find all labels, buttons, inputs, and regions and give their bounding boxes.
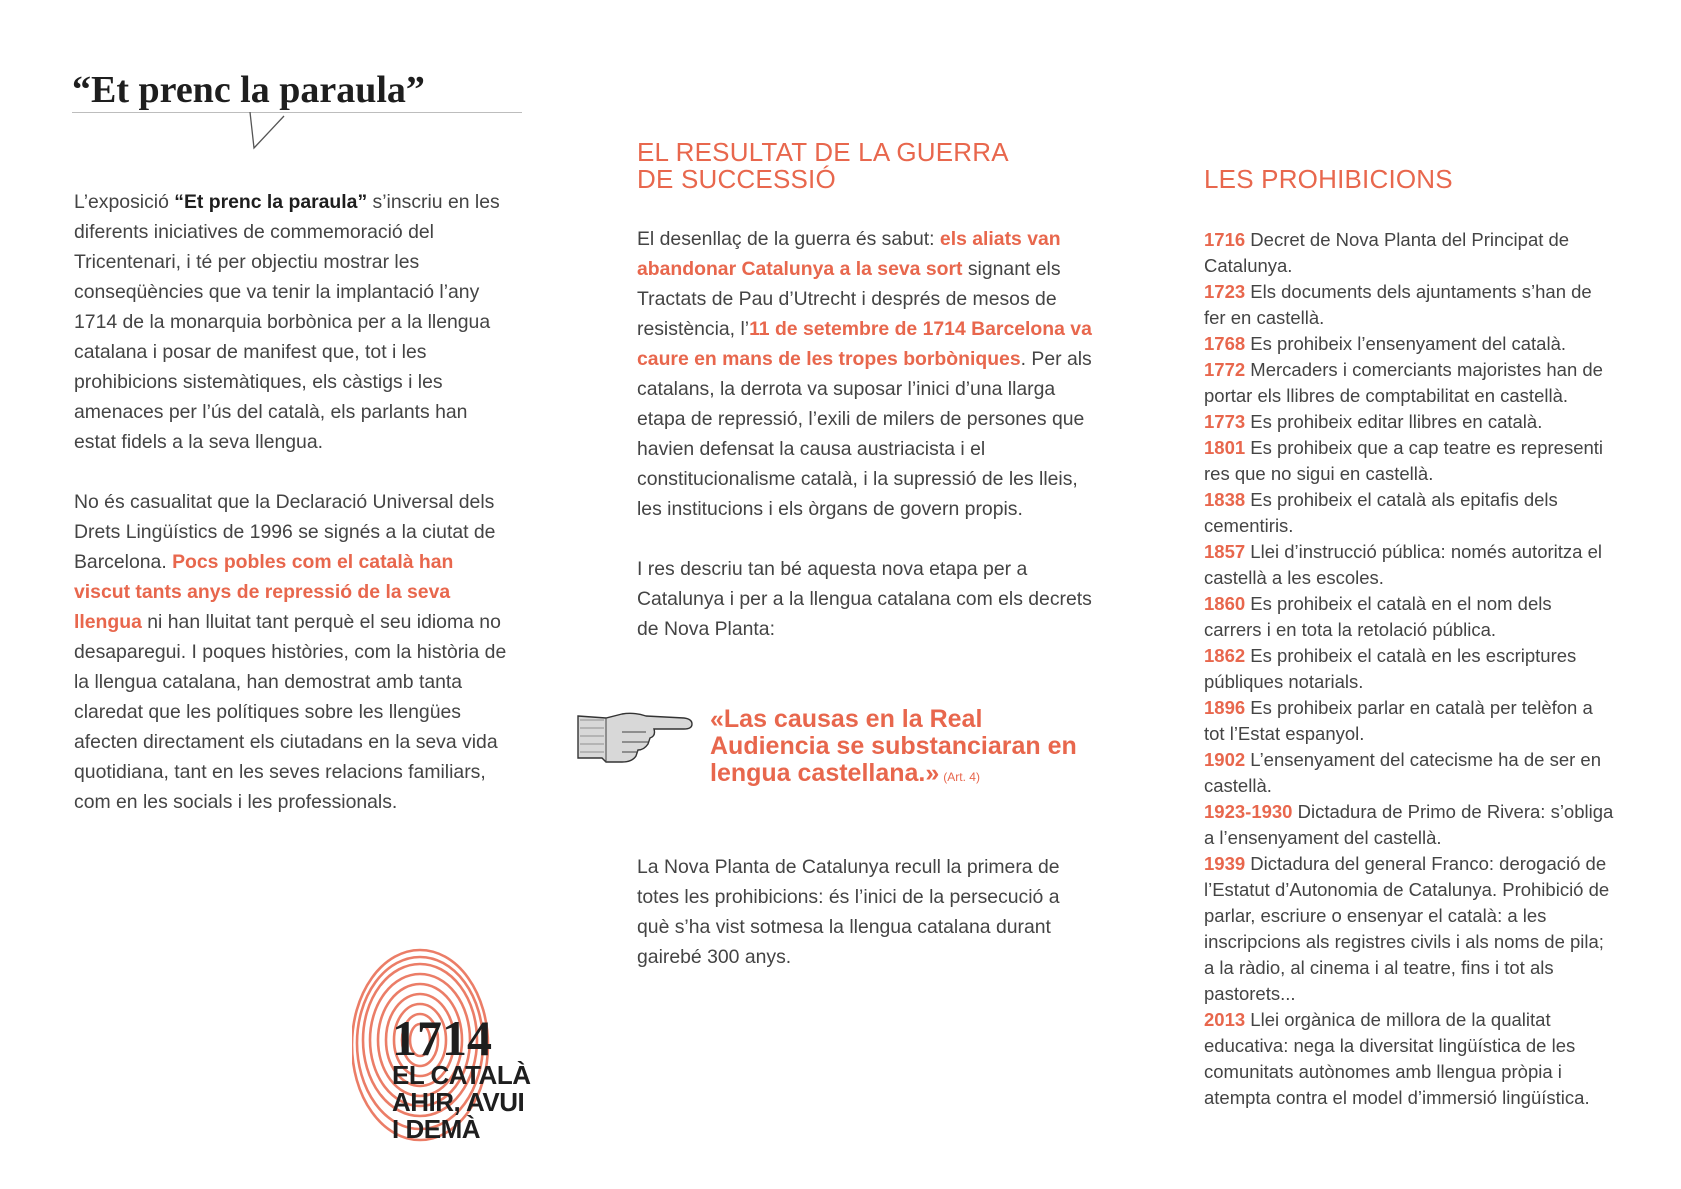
prohibition-item	[1204, 435, 1614, 487]
pointing-hand-icon	[576, 706, 696, 766]
war-section-heading: EL RESULTAT DE LA GUERRA DE SUCCESSIÓ	[637, 137, 1009, 194]
prohibition-text: Decret de Nova Planta del Principat de Catalunya.	[1204, 229, 1570, 276]
prohibition-item	[1204, 487, 1614, 539]
prohibition-year: 2013	[1204, 1009, 1246, 1030]
nova-planta-quote	[576, 706, 1096, 796]
prohibition-item	[1204, 851, 1614, 1007]
title-divider	[72, 112, 522, 113]
prohibition-item	[1204, 747, 1614, 799]
speech-bubble-tail-icon	[248, 112, 288, 152]
prohibition-text: Dictadura de Primo de Rivera: s’obliga a l’ensenyament del castellà.	[1204, 801, 1614, 848]
prohibition-year: 1838	[1204, 489, 1246, 510]
prohibition-item	[1204, 227, 1614, 279]
prohibition-year: 1768	[1204, 333, 1246, 354]
war-paragraph-1: El desenllaç de la guerra és sabut: els aliats van abandonar Catalunya a la seva sort signant els Tractats de Pau d’Utrecht i després de mesos de resistència, l’11 de setembre de 1714 Barcelona va caure en mans de les tropes borbòniques. Per als catalans, la derrota va suposar l’inici d’una llarga etapa de repressió, l’exili de milers de persones que havien defensat la causa austriacista i el constitucionalisme català, i la supressió de les lleis, les institucions i els òrgans de govern propis.	[637, 228, 1092, 520]
prohibition-year: 1723	[1204, 281, 1246, 302]
highlight-text: 11 de setembre de 1714 Barcelona va caure en mans de les tropes borbòniques	[637, 318, 1092, 370]
prohibition-text: Llei d’instrucció pública: només autoritza el castellà a les escoles.	[1204, 541, 1602, 588]
page-title: “Et prenc la paraula”	[72, 69, 425, 111]
prohibition-text: Els documents dels ajuntaments s’han de fer en castellà.	[1204, 281, 1592, 328]
prohibition-text: Es prohibeix que a cap teatre es representi res que no sigui en castellà.	[1204, 437, 1604, 484]
logo-line-2: AHIR, AVUI	[392, 1087, 525, 1117]
prohibition-item	[1204, 357, 1614, 409]
prohibition-text: L’ensenyament del catecisme ha de ser en castellà.	[1204, 749, 1601, 796]
prohibition-year: 1716	[1204, 229, 1246, 250]
logo-line-3: I DEMÀ	[392, 1114, 480, 1144]
prohibition-item	[1204, 643, 1614, 695]
exhibition-logo	[352, 935, 552, 1150]
war-paragraph-3: La Nova Planta de Catalunya recull la primera de totes les prohibicions: és l’inici de la persecució a què s’ha vist sotmesa la llengua catalana durant gairebé 300 anys.	[637, 856, 1060, 968]
logo-year: 1714	[392, 1010, 492, 1066]
prohibition-year: 1939	[1204, 853, 1246, 874]
intro-paragraph-2: No és casualitat que la Declaració Universal dels Drets Lingüístics de 1996 se signés a la ciutat de Barcelona. Pocs pobles com el català han viscut tants anys de repressió de la seva llengua ni han lluitat tant perquè el seu idioma no desaparegui. I poques històries, com la història de la llengua catalana, han demostrat amb tanta claredat que les polítiques sobre les llengües afecten directament els ciutadans en la seva vida quotidiana, tant en les seves relacions familiars, com en les socials i les professionals.	[74, 491, 507, 813]
prohibition-year: 1772	[1204, 359, 1246, 380]
prohibition-year: 1923-1930	[1204, 801, 1293, 822]
logo-line-1: EL CATALÀ	[392, 1060, 531, 1090]
prohibition-text: Es prohibeix editar llibres en català.	[1245, 411, 1543, 432]
prohibition-item	[1204, 279, 1614, 331]
prohibition-item	[1204, 695, 1614, 747]
prohibition-year: 1896	[1204, 697, 1246, 718]
prohibition-year: 1857	[1204, 541, 1246, 562]
prohibition-text: Mercaders i comerciants majoristes han de portar els llibres de comptabilitat en castellà.	[1204, 359, 1603, 406]
prohibition-year: 1773	[1204, 411, 1246, 432]
prohibition-text: Es prohibeix l’ensenyament del català.	[1245, 333, 1567, 354]
prohibition-year: 1902	[1204, 749, 1246, 770]
prohibition-text: Es prohibeix parlar en català per telèfon a tot l’Estat espanyol.	[1204, 697, 1593, 744]
prohibitions-heading: LES PROHIBICIONS	[1204, 164, 1453, 194]
prohibition-year: 1801	[1204, 437, 1246, 458]
prohibition-year: 1860	[1204, 593, 1246, 614]
prohibition-text: Llei orgànica de millora de la qualitat educativa: nega la diversitat lingüística de les comunitats autònomes amb llengua pròpia i atempta contra el model d’immersió lingüística.	[1204, 1009, 1590, 1108]
exhibition-name: “Et prenc la paraula”	[174, 191, 368, 213]
prohibition-item	[1204, 409, 1614, 435]
prohibition-year: 1862	[1204, 645, 1246, 666]
prohibition-text: Es prohibeix el català als epitafis dels cementiris.	[1204, 489, 1558, 536]
prohibition-item	[1204, 1007, 1614, 1111]
prohibition-item	[1204, 331, 1614, 357]
prohibition-item	[1204, 799, 1614, 851]
prohibition-text: Es prohibeix el català en les escriptures públiques notarials.	[1204, 645, 1577, 692]
prohibition-item	[1204, 591, 1614, 643]
highlight-text: els aliats van abandonar Catalunya a la seva sort	[637, 228, 1061, 280]
war-paragraph-2: I res descriu tan bé aquesta nova etapa per a Catalunya i per a la llengua catalana com els decrets de Nova Planta:	[637, 558, 1092, 640]
quote-reference: (Art. 4)	[943, 770, 980, 784]
prohibitions-list	[1204, 227, 1614, 1111]
highlight-text: Pocs pobles com el català han viscut tants anys de repressió de la seva llengua	[74, 551, 454, 633]
prohibition-text: Dictadura del general Franco: derogació de l’Estatut d’Autonomia de Catalunya. Prohibició de parlar, escriure o ensenyar el català: a les inscripcions als registres civils i als noms de pila; a la ràdio, al cinema i al teatre, fins i tot als pastorets...	[1204, 853, 1610, 1004]
prohibition-text: Es prohibeix el català en el nom dels carrers i en tota la retolació pública.	[1204, 593, 1552, 640]
quote-text: «Las causas en la Real Audiencia se substanciaran en lengua castellana.»	[710, 705, 1077, 787]
intro-text	[74, 187, 514, 817]
war-text	[637, 224, 1092, 644]
intro-paragraph-1: L’exposició “Et prenc la paraula” s’inscriu en les diferents iniciatives de commemoració del Tricentenari, i té per objectiu mostrar les conseqüències que va tenir la implantació l’any 1714 de la monarquia borbònica per a la llengua catalana i posar de manifest que, tot i les prohibicions sistemàtiques, els càstigs i les amenaces per l’ús del català, els parlants han estat fidels a la seva llengua.	[74, 191, 500, 453]
prohibition-item	[1204, 539, 1614, 591]
